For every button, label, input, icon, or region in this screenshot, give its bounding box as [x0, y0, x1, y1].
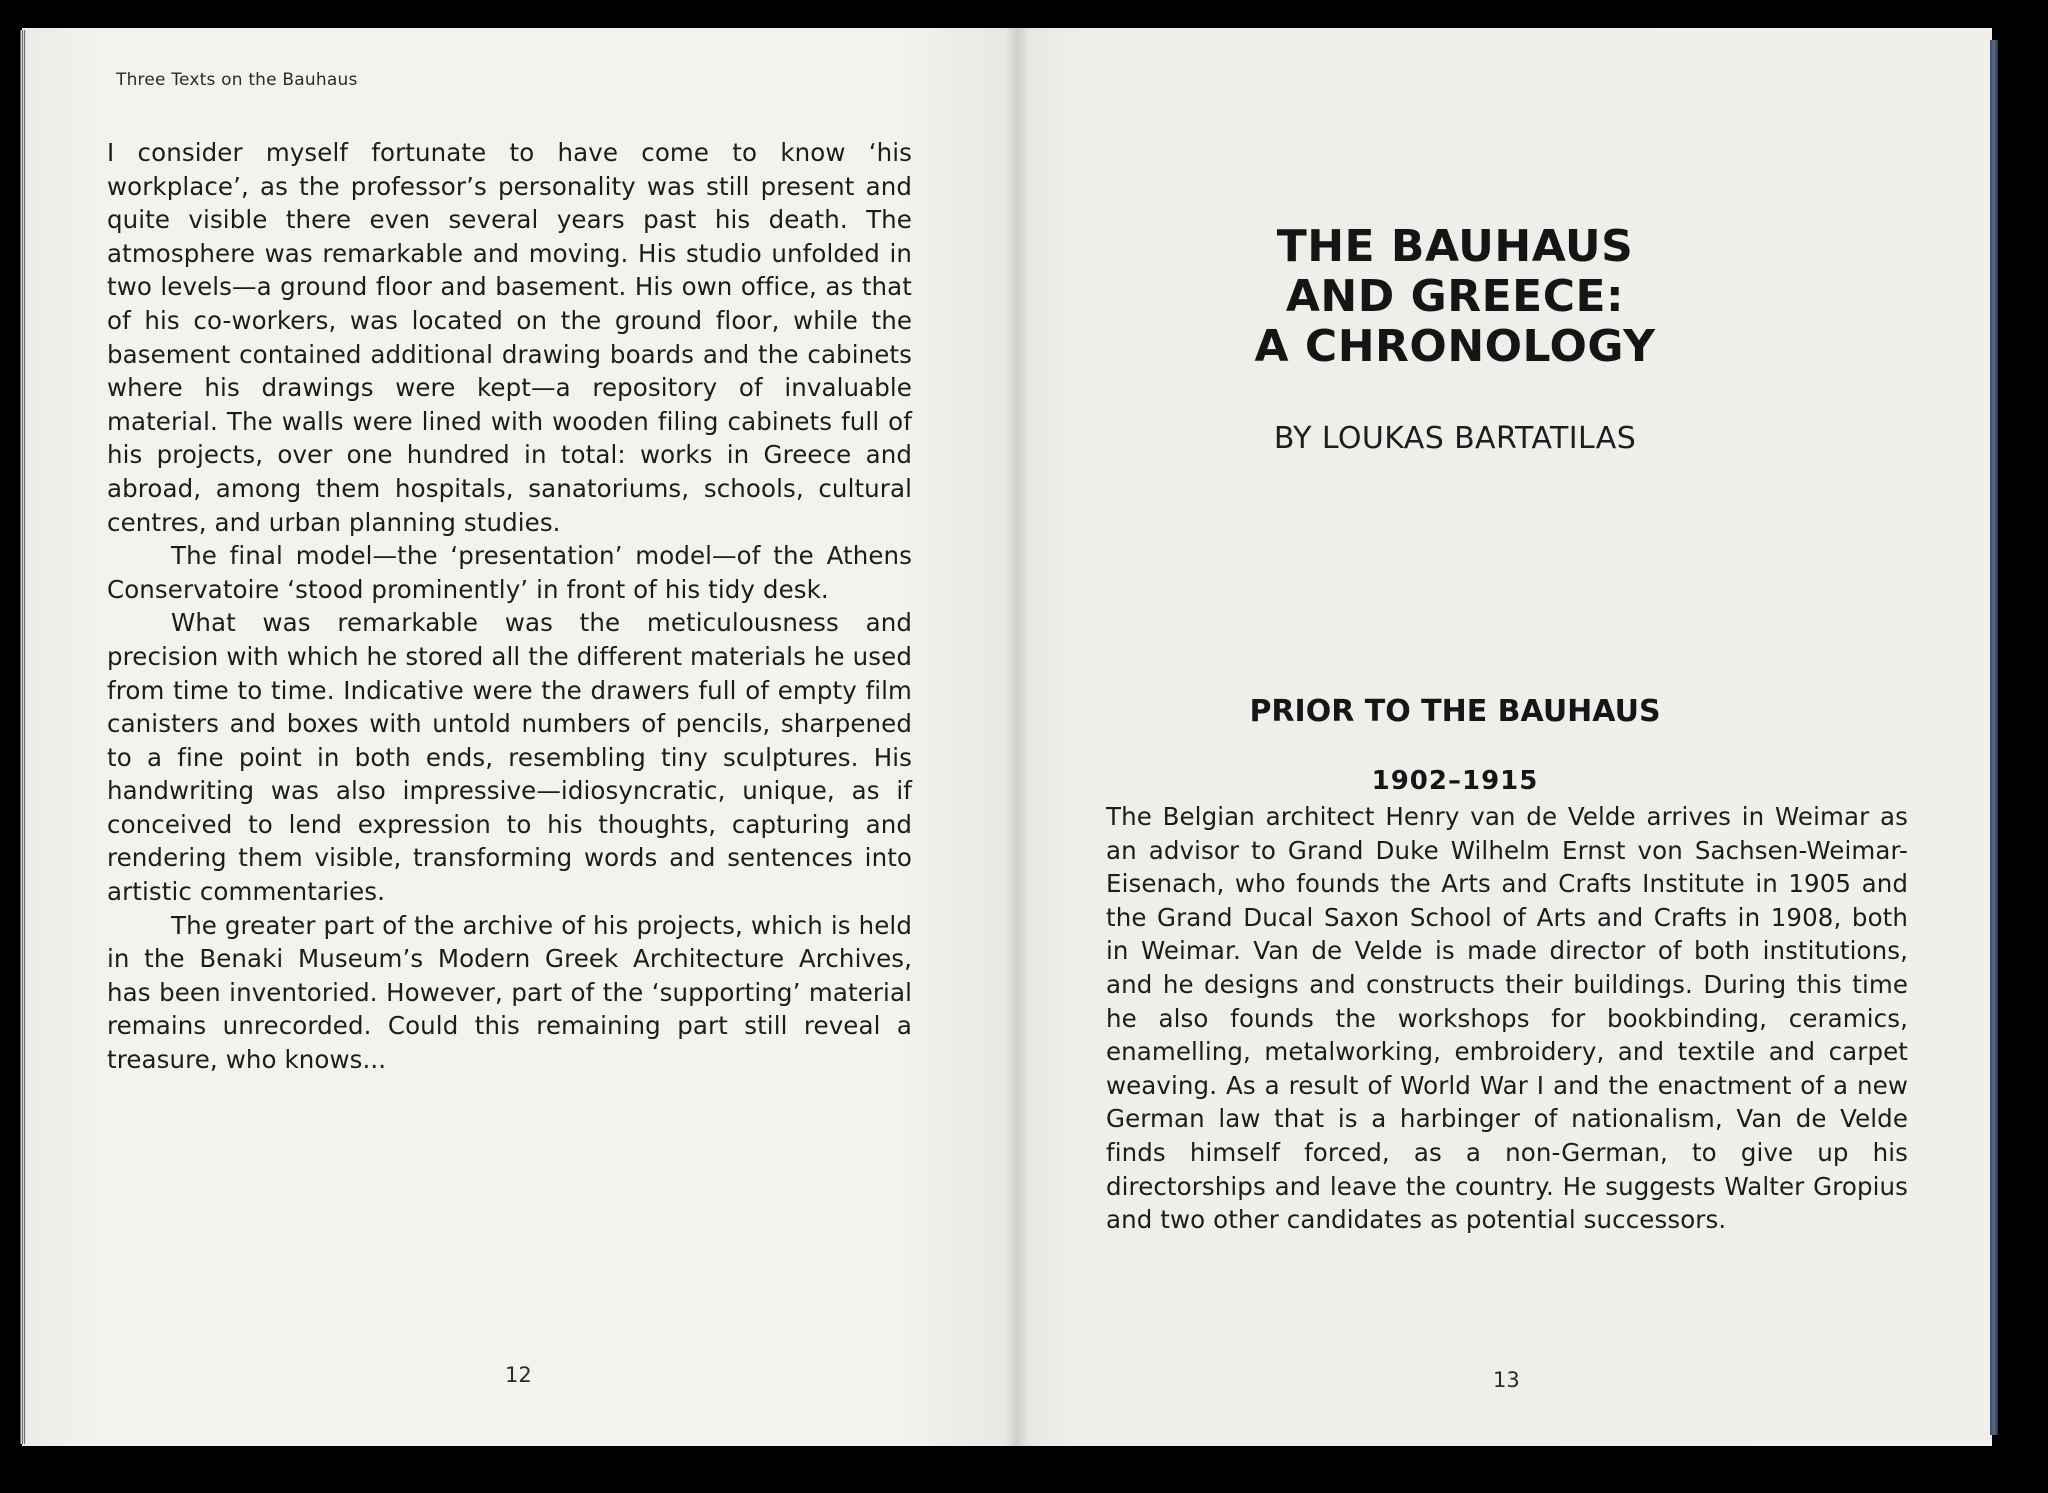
paragraph: What was remarkable was the meticulousness and precision with which he stored all the different materials he used from time to time. Indicative were the drawers full of empty film canisters and boxes with untold numbers of pencils, sharpened to a fine point in both ends, resembling tiny sculptures. His handwriting was also impressive—idiosyncratic, unique, as if conceived to lend expression to his thoughts, capturing and rendering them visible, transforming words and sentences into artistic commentaries.	[107, 608, 912, 907]
left-body-text	[107, 136, 912, 1077]
section-heading: PRIOR TO THE BAUHAUS	[1249, 694, 1661, 729]
year-range-heading: 1902–1915	[1371, 766, 1539, 796]
page-number-right: 13	[1493, 1368, 1520, 1392]
paragraph: The final model—the ‘presentation’ model—of the Athens Conservatoire ‘stood prominently’ in front of his tidy desk.	[107, 541, 912, 604]
running-head: Three Texts on the Bauhaus	[116, 70, 358, 90]
book-cover-edge-right	[1990, 40, 1998, 1435]
chapter-title-line: THE BAUHAUS	[1276, 221, 1634, 272]
chronology-entry	[1106, 800, 1908, 1237]
page-number-left: 12	[505, 1363, 532, 1387]
paragraph: The Belgian architect Henry van de Velde arrives in Weimar as an advisor to Grand Duke Wilhelm Ernst von Sachsen-Weimar-Eisenach, who founds the Arts and Crafts Institute in 1905 and the Grand Ducal Saxon School of Arts and Crafts in 1908, both in Weimar. Van de Velde is made director of both institutions, and he designs and constructs their buildings. During this time he also founds the workshops for bookbinding, ceramics, enamelling, metalworking, embroidery, and textile and carpet weaving. As a result of World War I and the enactment of a new German law that is a harbinger of nationalism, Van de Velde finds himself forced, as a non-German, to give up his directorships and leave the country. He suggests Walter Gropius and two other candidates as potential successors.	[1106, 802, 1908, 1235]
paragraph: The greater part of the archive of his projects, which is held in the Benaki Museum’s Modern Greek Architecture Archives, has been inventoried. However, part of the ‘supporting’ material remains unrecorded. Could this remaining part still reveal a treasure, who knows...	[107, 910, 912, 1075]
page-edges-left	[20, 30, 26, 1444]
author-byline: BY LOUKAS BARTATILAS	[1273, 421, 1637, 456]
book-spine-shadow	[1005, 28, 1029, 1446]
chapter-title-line: AND GREECE:	[1285, 271, 1625, 322]
chapter-title-line: A CHRONOLOGY	[1254, 321, 1656, 372]
chapter-title	[1140, 222, 1770, 372]
paragraph: I consider myself fortunate to have come to know ‘his workplace’, as the professor’s personality was still present and quite visible there even several years past his death. The atmosphere was remarkable and moving. His studio unfolded in two levels—a ground floor and basement. His own office, as that of his co-workers, was located on the ground floor, while the basement contained additional drawing boards and the cabinets where his drawings were kept—a repository of invaluable material. The walls were lined with wooden filing cabinets full of his projects, over one hundred in total: works in Greece and abroad, among them hospitals, sanatoriums, schools, cultural centres, and urban planning studies.	[107, 138, 912, 537]
